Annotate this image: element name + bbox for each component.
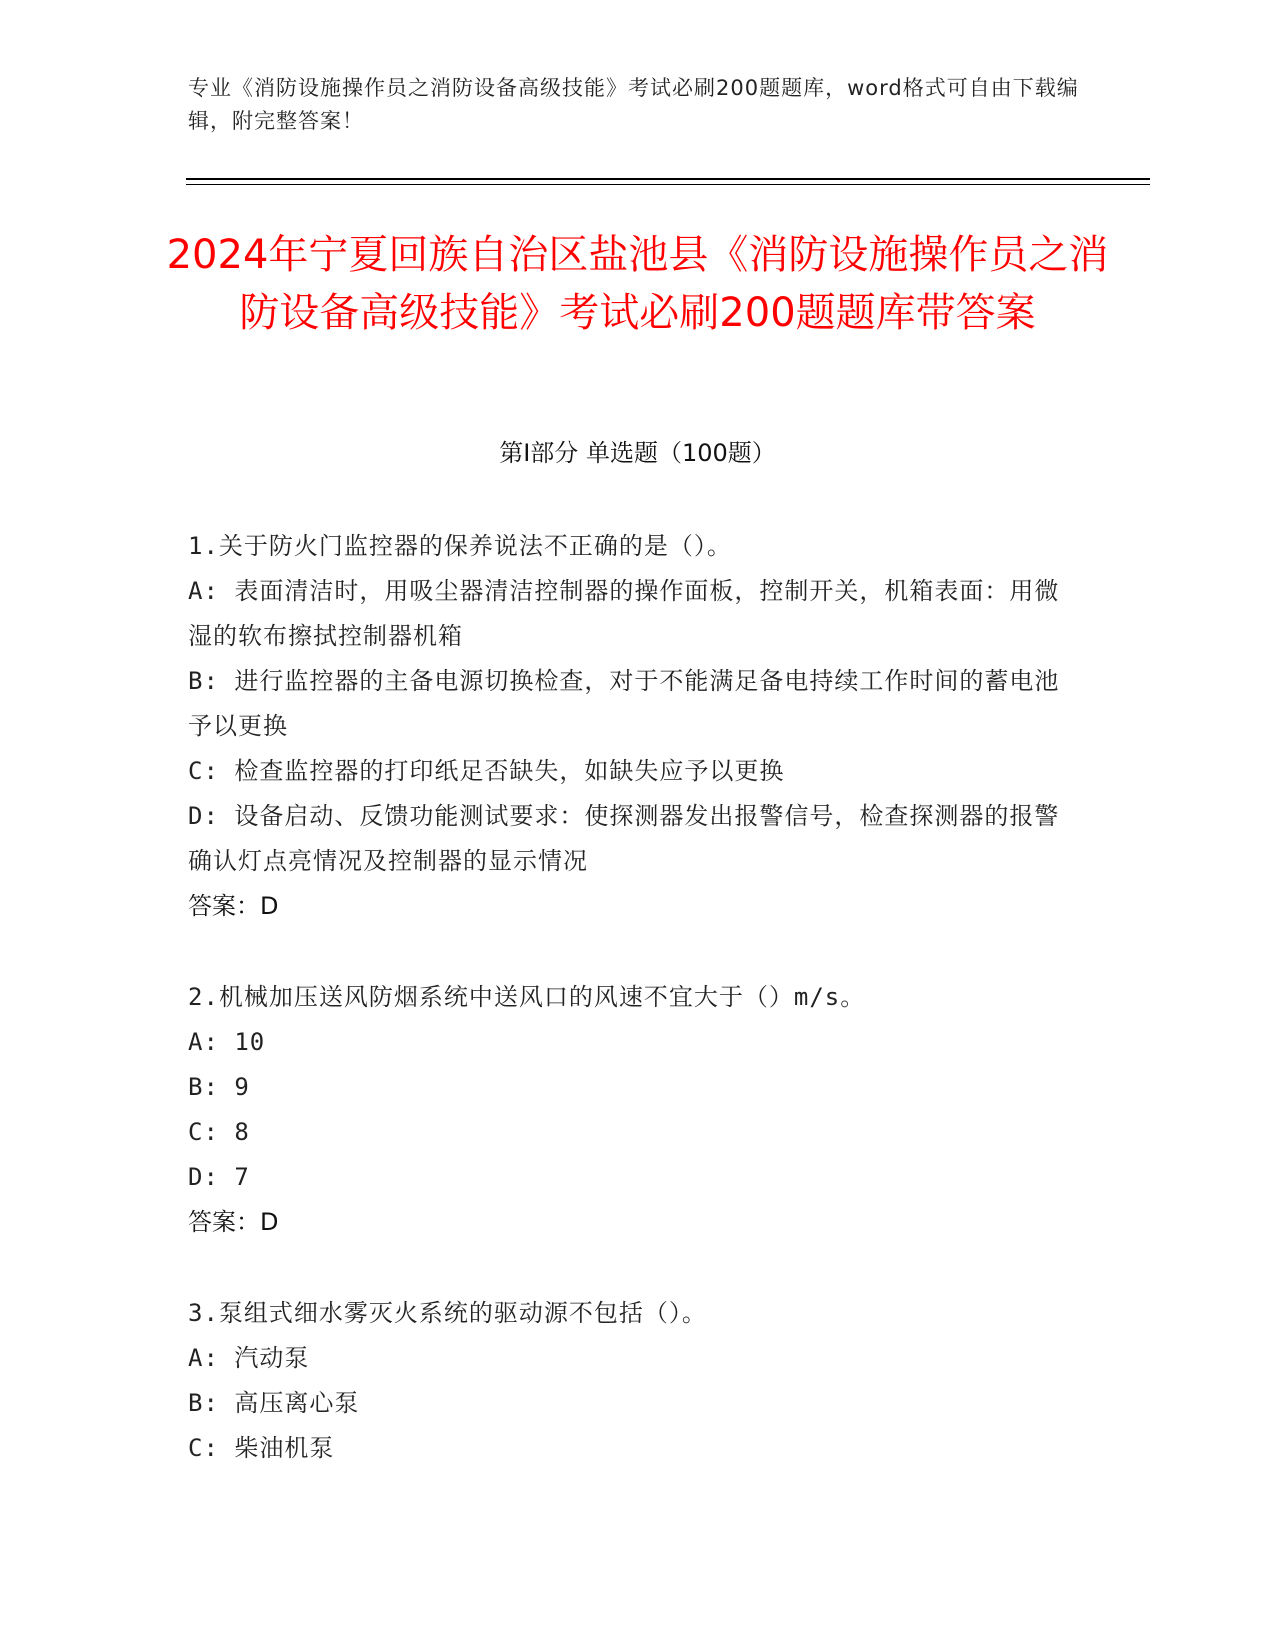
option-a: A: 10 [188, 1028, 266, 1056]
option-b: B: 进行监控器的主备电源切换检查，对于不能满足备电持续工作时间的蓄电池予以更换 [188, 667, 1060, 740]
option-d: D: 设备启动、反馈功能测试要求：使探测器发出报警信号，检查探测器的报警确认灯点亮情况及控制器的显示情况 [188, 802, 1060, 875]
option-a: A: 表面清洁时，用吸尘器清洁控制器的操作面板，控制开关，机箱表面：用微湿的软布擦拭控制器机箱 [188, 577, 1060, 650]
document-title: 2024年宁夏回族自治区盐池县《消防设施操作员之消防设备高级技能》考试必刷200题题库带答案 [166, 232, 1109, 336]
header-rule-thin [186, 184, 1150, 185]
intro-text: 专业《消防设施操作员之消防设备高级技能》考试必刷200题题库，word格式可自由下载编辑，附完整答案！ [188, 76, 1079, 133]
question-stem: 2.机械加压送风防烟系统中送风口的风速不宜大于（）m/s。 [188, 983, 866, 1011]
question-3 [188, 1291, 1068, 1471]
option-b: B: 高压离心泵 [188, 1389, 360, 1417]
option-c: C: 柴油机泵 [188, 1434, 335, 1462]
question-2 [188, 975, 1068, 1245]
header-rule-thick [186, 178, 1150, 180]
option-b: B: 9 [188, 1073, 250, 1101]
question-list [188, 524, 1068, 1517]
option-c: C: 8 [188, 1118, 250, 1146]
answer: 答案：D [188, 892, 279, 920]
option-d: D: 7 [188, 1163, 250, 1191]
section-heading: 第I部分 单选题（100题） [499, 439, 776, 467]
answer: 答案：D [188, 1208, 279, 1236]
option-c: C: 检查监控器的打印纸足否缺失，如缺失应予以更换 [188, 757, 785, 785]
question-stem: 3.泵组式细水雾灭火系统的驱动源不包括（）。 [188, 1299, 707, 1327]
option-a: A: 汽动泵 [188, 1344, 310, 1372]
question-1 [188, 524, 1068, 929]
question-stem: 1.关于防火门监控器的保养说法不正确的是（）。 [188, 532, 732, 560]
